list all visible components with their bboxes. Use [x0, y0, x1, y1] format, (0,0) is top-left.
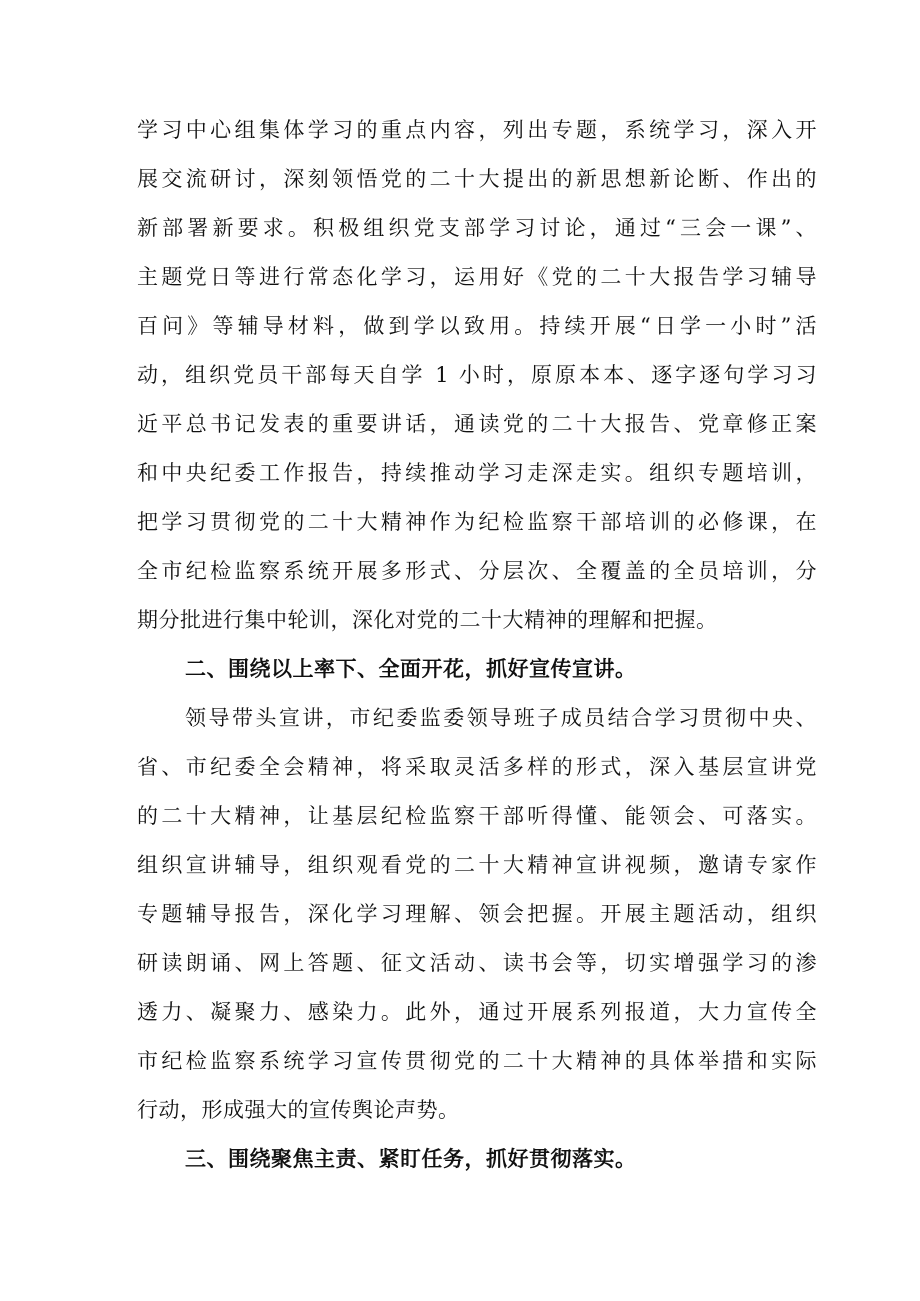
text-line: 近平总书记发表的重要讲话，通读党的二十大报告、党章修正案	[137, 412, 817, 436]
text-line: 省、市纪委全会精神，将采取灵活多样的形式，深入基层宣讲党	[137, 755, 817, 779]
section-heading-3: 三、围绕聚焦主责、紧盯任务，抓好贯彻落实。	[185, 1147, 637, 1171]
text-line: 新部署新要求。积极组织党支部学习讨论，通过“三会一课”、	[137, 216, 817, 240]
text-line: 动，组织党员干部每天自学 1 小时，原原本本、逐字逐句学习习	[137, 363, 817, 387]
text-line: 领导带头宣讲，市纪委监委领导班子成员结合学习贯彻中央、	[185, 706, 817, 730]
text-line: 期分批进行集中轮训，深化对党的二十大精神的理解和把握。	[137, 608, 718, 632]
text-line: 市纪检监察系统学习宣传贯彻党的二十大精神的具体举措和实际	[137, 1049, 817, 1073]
text-line: 主题党日等进行常态化学习，运用好《党的二十大报告学习辅导	[137, 265, 817, 289]
text-line: 行动，形成强大的宣传舆论声势。	[137, 1098, 460, 1122]
text-line: 全市纪检监察系统开展多形式、分层次、全覆盖的全员培训，分	[137, 559, 817, 583]
text-line: 专题辅导报告，深化学习理解、领会把握。开展主题活动，组织	[137, 902, 817, 926]
text-line: 把学习贯彻党的二十大精神作为纪检监察干部培训的必修课，在	[137, 510, 817, 534]
text-line: 和中央纪委工作报告，持续推动学习走深走实。组织专题培训，	[137, 461, 817, 485]
text-line: 组织宣讲辅导，组织观看党的二十大精神宣讲视频，邀请专家作	[137, 853, 817, 877]
text-line: 展交流研讨，深刻领悟党的二十大提出的新思想新论断、作出的	[137, 167, 817, 191]
text-line: 百问》等辅导材料，做到学以致用。持续开展“日学一小时”活	[137, 314, 817, 338]
text-line: 学习中心组集体学习的重点内容，列出专题，系统学习，深入开	[137, 118, 817, 142]
text-line: 透力、凝聚力、感染力。此外，通过开展系列报道，大力宣传全	[137, 1000, 817, 1024]
text-line: 的二十大精神，让基层纪检监察干部听得懂、能领会、可落实。	[137, 804, 817, 828]
section-heading-2: 二、围绕以上率下、全面开花，抓好宣传宣讲。	[185, 657, 637, 681]
text-line: 研读朗诵、网上答题、征文活动、读书会等，切实增强学习的渗	[137, 951, 817, 975]
